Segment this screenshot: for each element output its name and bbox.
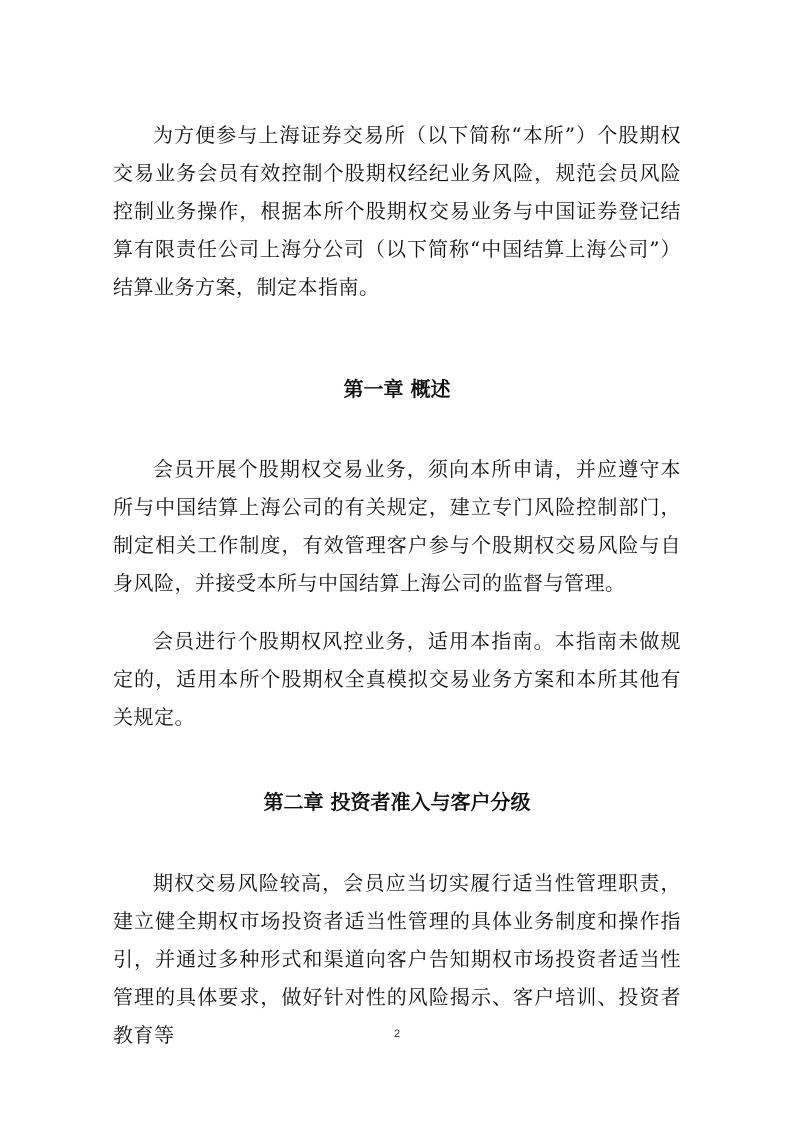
page-number: 2 bbox=[393, 1028, 401, 1040]
chapter-2-paragraph-1: 期权交易风险较高，会员应当切实履行适当性管理职责，建立健全期权市场投资者适当性管理的具体业务制度和操作指引，并通过多种形式和渠道向客户告知期权市场投资者适当性管理的具体要求，做好针对性的风险揭示、客户培训、投资者教育等 bbox=[113, 871, 681, 1047]
chapter-1-paragraph-1: 会员开展个股期权交易业务，须向本所申请，并应遵守本所与中国结算上海公司的有关规定，建立专门风险控制部门，制定相关工作制度，有效管理客户参与个股期权交易风险与自身风险，并接受本所与中国结算上海公司的监督与管理。 bbox=[113, 457, 681, 595]
chapter-2-title: 第二章 投资者准入与客户分级 bbox=[263, 790, 531, 814]
intro-paragraph: 为方便参与上海证券交易所（以下简称“本所”）个股期权交易业务会员有效控制个股期权经纪业务风险，规范会员风险控制业务操作，根据本所个股期权交易业务与中国证券登记结算有限责任公司上海分公司（以下简称“中国结算上海公司”）结算业务方案，制定本指南。 bbox=[113, 123, 681, 299]
chapter-1-paragraph-2: 会员进行个股期权风控业务，适用本指南。本指南未做规定的，适用本所个股期权全真模拟交易业务方案和本所其他有关规定。 bbox=[113, 629, 681, 729]
chapter-1-title: 第一章 概述 bbox=[343, 377, 451, 401]
